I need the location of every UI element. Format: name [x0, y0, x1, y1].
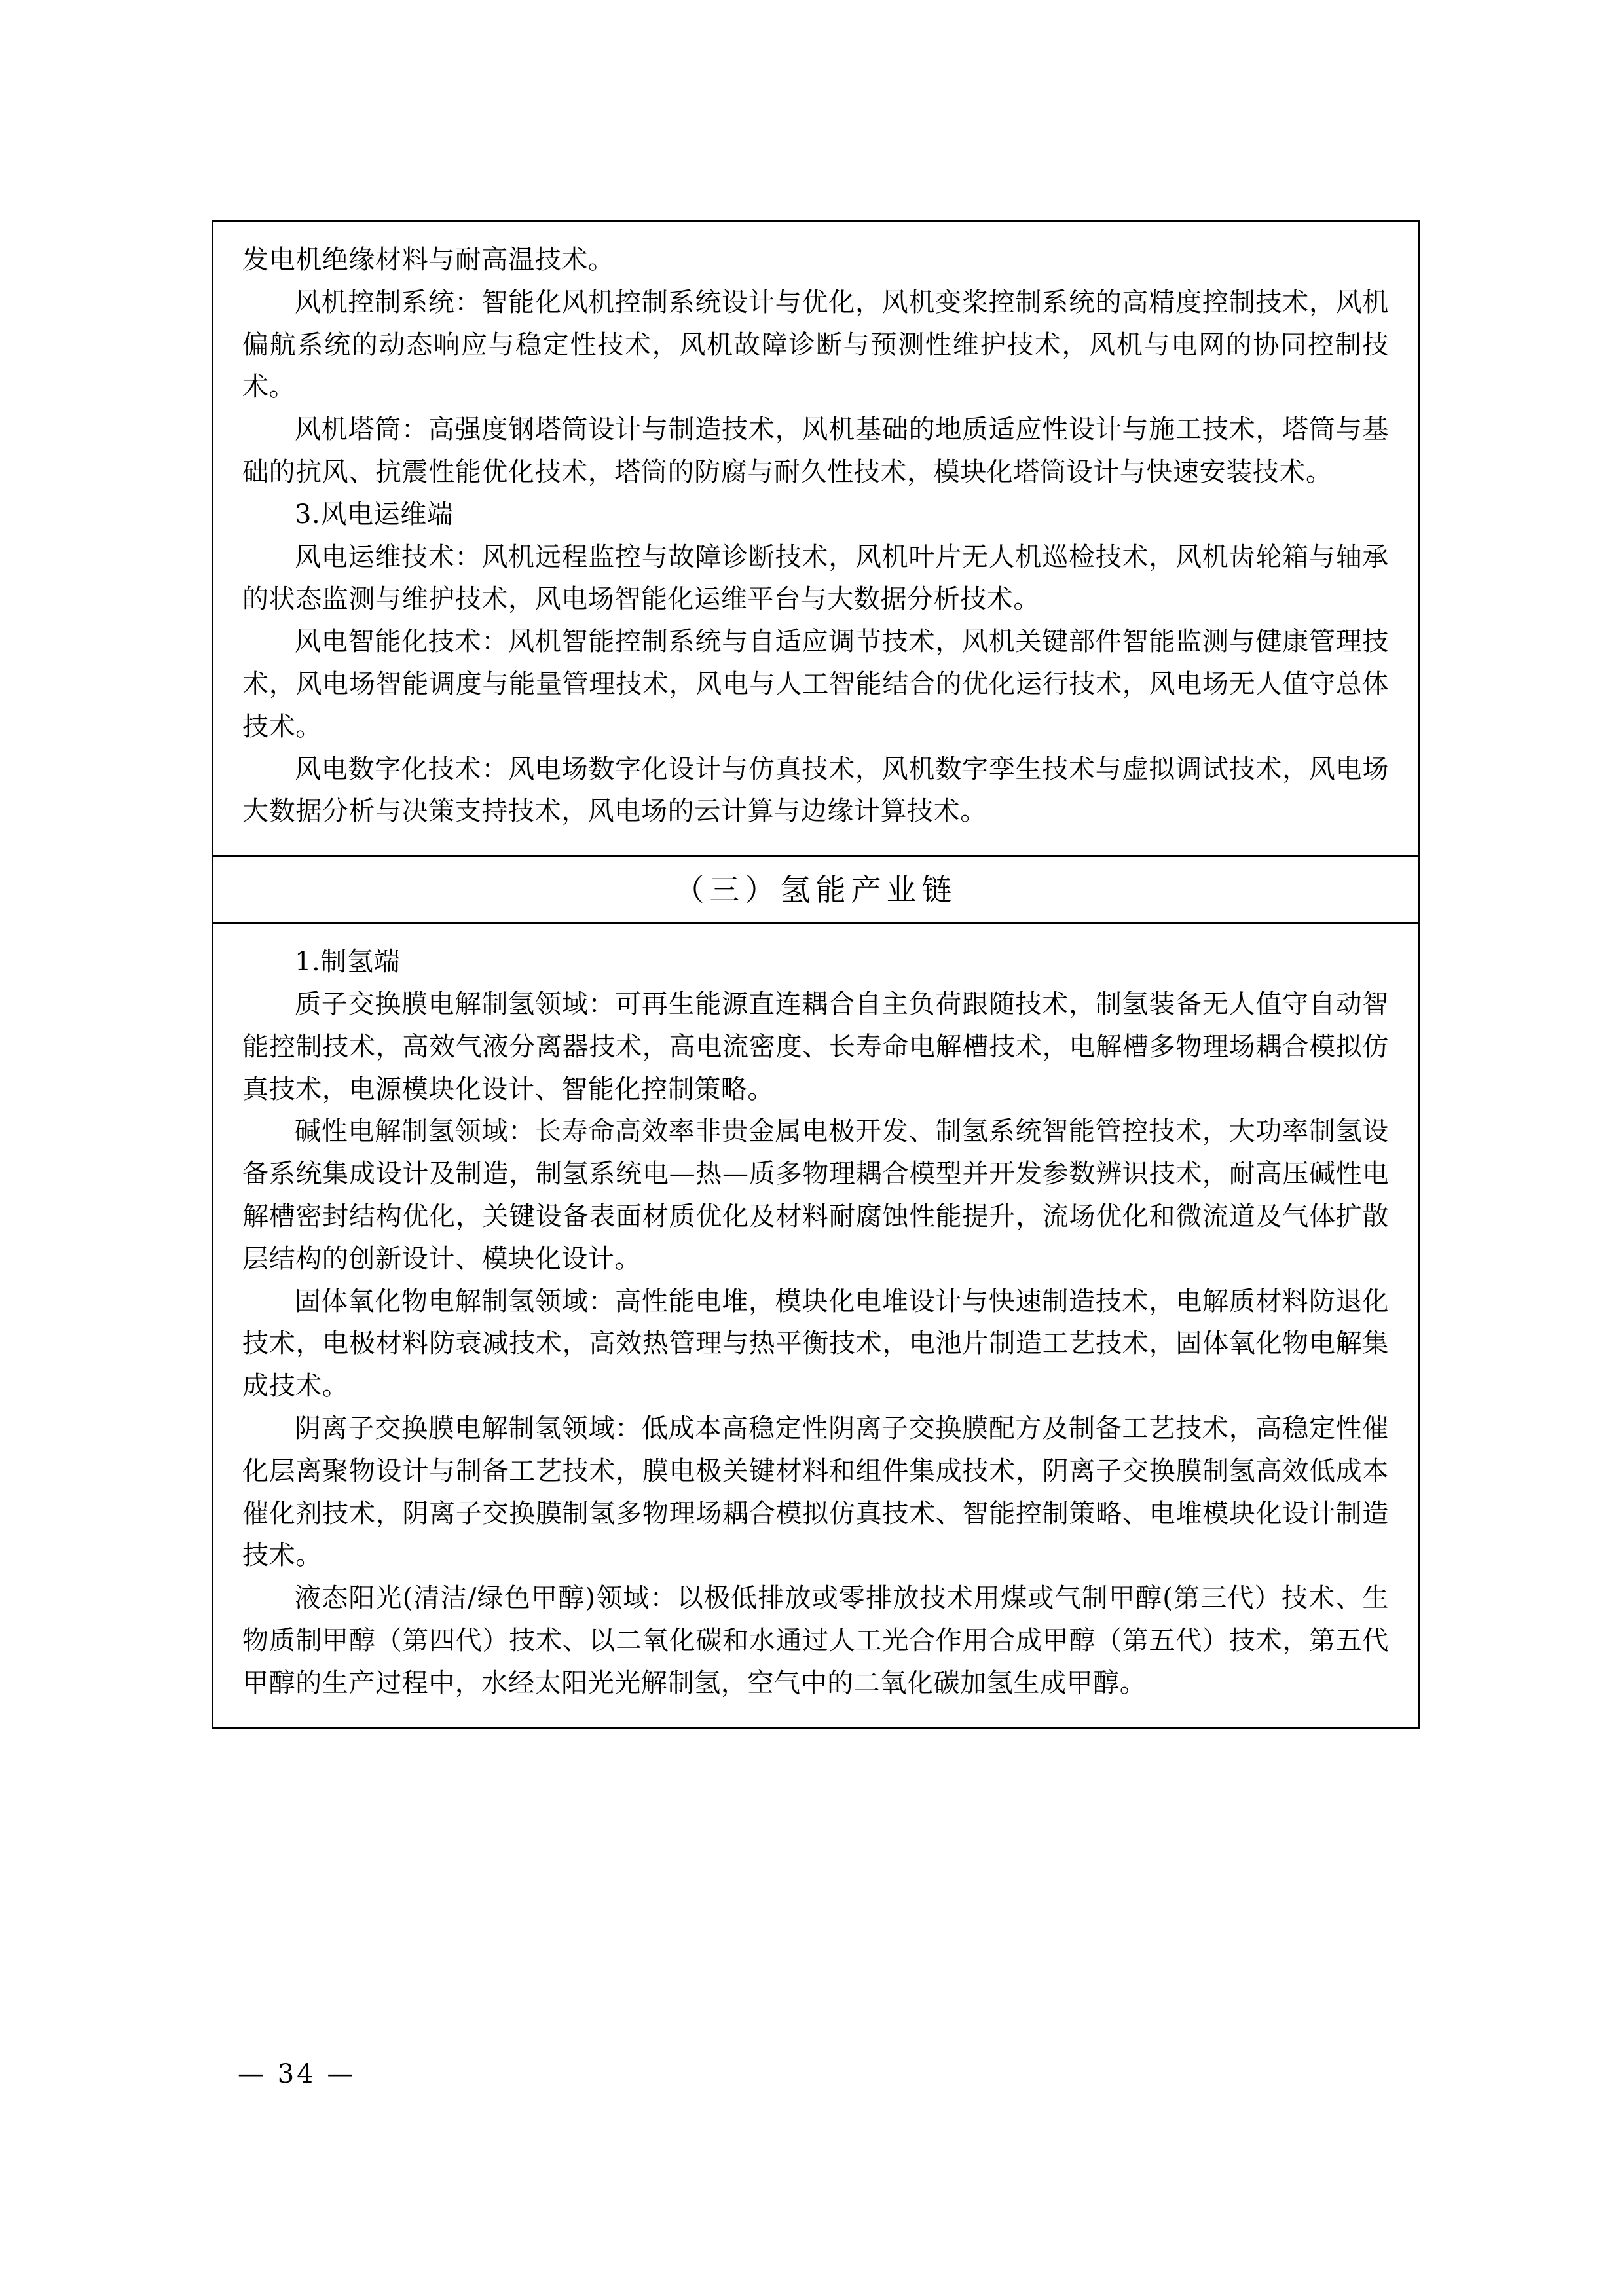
paragraph: 发电机绝缘材料与耐高温技术。	[242, 245, 615, 275]
paragraph: 风电智能化技术：风机智能控制系统与自适应调节技术，风机关键部件智能监测与健康管理技术，风电场智能调度与能量管理技术，风电与人工智能结合的优化运行技术，风电场无人值守总体技术。	[242, 627, 1389, 742]
paragraph: 阴离子交换膜电解制氢领域：低成本高稳定性阴离子交换膜配方及制备工艺技术，高稳定性催化层离聚物设计与制备工艺技术，膜电极关键材料和组件集成技术，阴离子交换膜制氢高效低成本催化剂技术，阴离子交换膜制氢多物理场耦合模拟仿真技术、智能控制策略、电堆模块化设计制造技术。	[242, 1413, 1389, 1571]
page-number: — 34 —	[238, 2059, 356, 2089]
paragraph: 风电数字化技术：风电场数字化设计与仿真技术，风机数字孪生技术与虚拟调试技术，风电场大数据分析与决策支持技术，风电场的云计算与边缘计算技术。	[242, 754, 1389, 827]
paragraph: 质子交换膜电解制氢领域：可再生能源直连耦合自主负荷跟随技术，制氢装备无人值守自动智能控制技术，高效气液分离器技术，高电流密度、长寿命电解槽技术，电解槽多物理场耦合模拟仿真技术，电源模块化设计、智能化控制策略。	[242, 989, 1389, 1104]
wind-power-section	[213, 222, 1418, 855]
subsection-heading: 3.风电运维端	[295, 499, 454, 530]
paragraph: 碱性电解制氢领域：长寿命高效率非贵金属电极开发、制氢系统智能管控技术，大功率制氢设备系统集成设计及制造，制氢系统电—热—质多物理耦合模型并开发参数辨识技术，耐高压碱性电解槽密封结构优化，关键设备表面材质优化及材料耐腐蚀性能提升，流场优化和微流道及气体扩散层结构的创新设计、模块化设计。	[242, 1116, 1389, 1274]
chain-title: （三）氢能产业链	[674, 872, 957, 908]
paragraph: 风电运维技术：风机远程监控与故障诊断技术，风机叶片无人机巡检技术，风机齿轮箱与轴承的状态监测与维护技术，风电场智能化运维平台与大数据分析技术。	[242, 541, 1389, 615]
document-content-frame	[212, 220, 1420, 1729]
hydrogen-section	[213, 924, 1418, 1726]
paragraph: 风机控制系统：智能化风机控制系统设计与优化，风机变桨控制系统的高精度控制技术，风机偏航系统的动态响应与稳定性技术，风机故障诊断与预测性维护技术，风机与电网的协同控制技术。	[242, 287, 1389, 403]
paragraph: 风机塔筒：高强度钢塔筒设计与制造技术，风机基础的地质适应性设计与施工技术，塔筒与基础的抗风、抗震性能优化技术，塔筒的防腐与耐久性技术，模块化塔筒设计与快速安装技术。	[242, 414, 1389, 487]
subsection-heading: 1.制氢端	[295, 947, 401, 977]
paragraph: 液态阳光(清洁/绿色甲醇)领域：以极低排放或零排放技术用煤或气制甲醇(第三代）技术、生物质制甲醇（第四代）技术、以二氧化碳和水通过人工光合作用合成甲醇（第五代）技术，第五代甲醇的生产过程中，水经太阳光光解制氢，空气中的二氧化碳加氢生成甲醇。	[242, 1583, 1389, 1698]
paragraph: 固体氧化物电解制氢领域：高性能电堆，模块化电堆设计与快速制造技术，电解质材料防退化技术，电极材料防衰减技术，高效热管理与热平衡技术，电池片制造工艺技术，固体氧化物电解集成技术。	[242, 1286, 1389, 1402]
